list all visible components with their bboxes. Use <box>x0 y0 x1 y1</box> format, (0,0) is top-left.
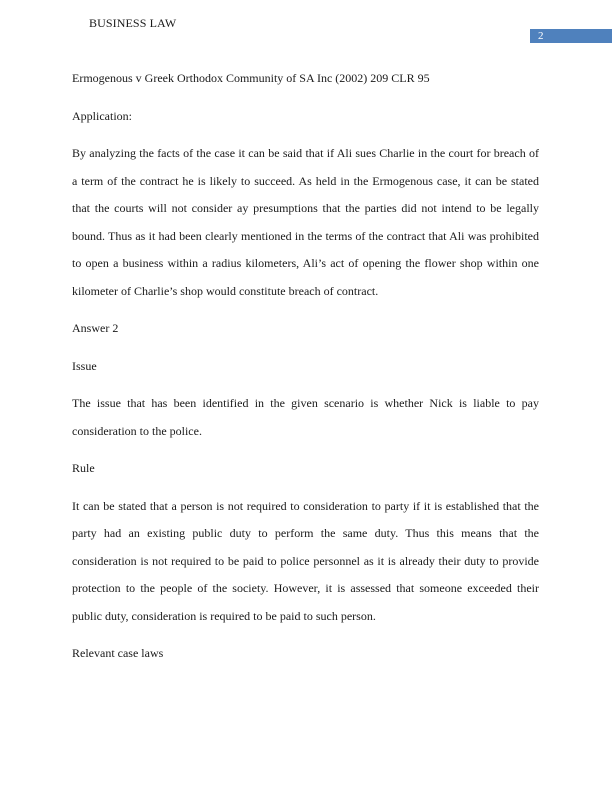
case-citation-heading: Ermogenous v Greek Orthodox Community of SA Inc (2002) 209 CLR 95 <box>72 71 430 85</box>
document-body <box>72 65 539 668</box>
rule-heading: Rule <box>72 461 95 475</box>
page-number-badge: 2 <box>530 29 612 43</box>
issue-heading: Issue <box>72 358 97 373</box>
issue-paragraph: The issue that has been identified in the given scenario is whether Nick is liable to pay consideration to the police. <box>72 396 539 438</box>
rule-paragraph: It can be stated that a person is not required to consideration to party if it is established that the party had an existing public duty to perform the same duty. Thus this means that the consideration is not required to be paid to police personnel as it is already their duty to provide protection to the people of the society. However, it is assessed that someone exceeded their public duty, consideration is required to be paid to such person. <box>72 498 539 623</box>
application-heading: Application: <box>72 108 132 123</box>
running-header-title: BUSINESS LAW <box>89 16 177 30</box>
relevant-case-laws-heading: Relevant case laws <box>72 646 164 660</box>
application-paragraph: By analyzing the facts of the case it can be said that if Ali sues Charlie in the court for breach of a term of the contract he is likely to succeed. As held in the Ermogenous case, it can be stated that the courts will not consider ay presumptions that the parties did not intend to be legally bound. Thus as it had been clearly mentioned in the terms of the contract that Ali was prohibited to open a business within a radius kilometers, Ali’s act of opening the flower shop within one kilometer of Charlie’s shop would constitute breach of contract. <box>72 146 539 298</box>
answer-2-heading: Answer 2 <box>72 321 119 335</box>
